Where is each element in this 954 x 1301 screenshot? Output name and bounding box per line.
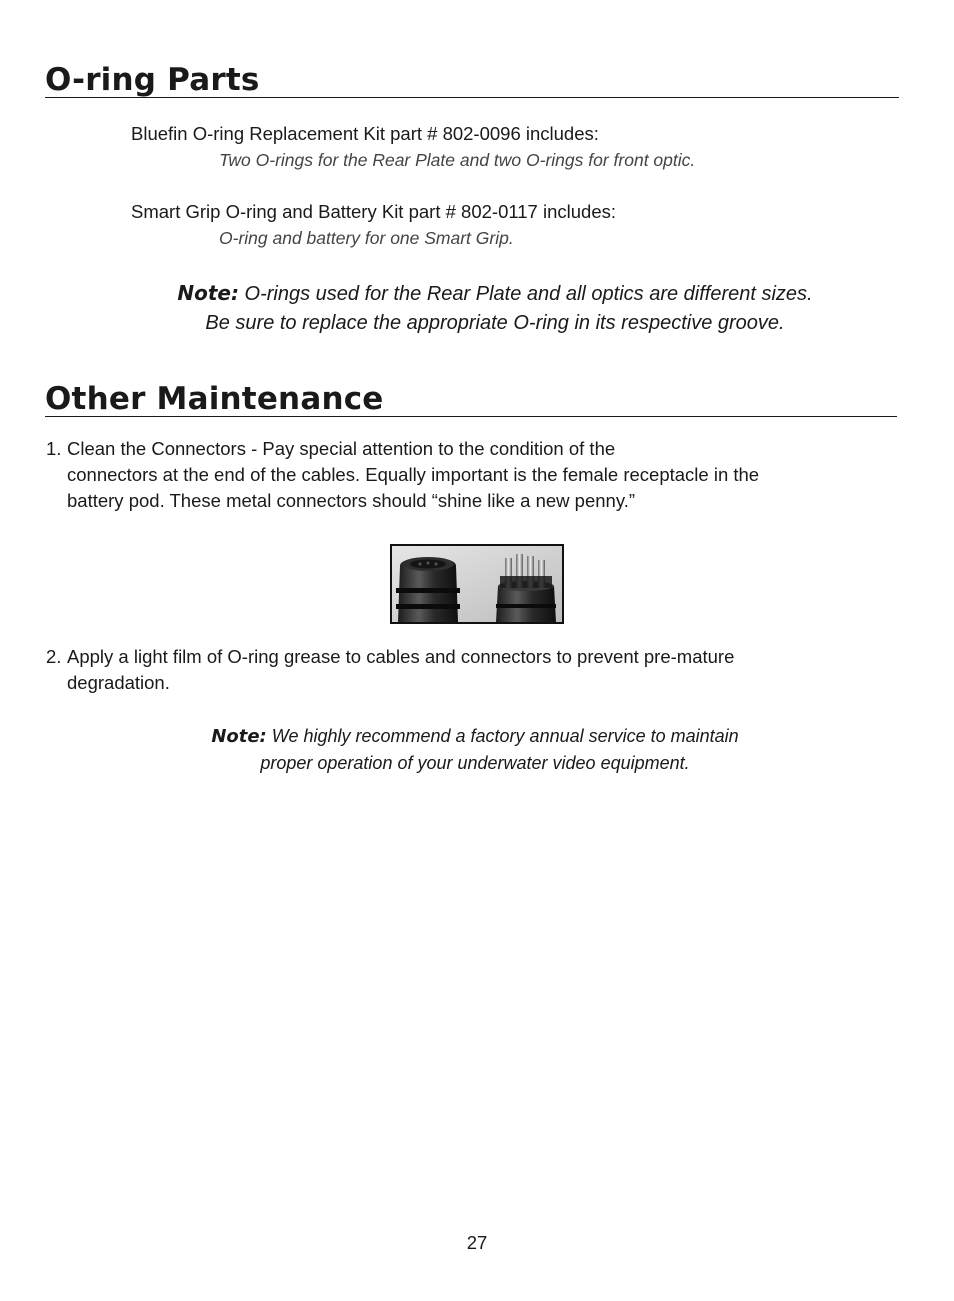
oring-note-line-2: Be sure to replace the appropriate O-ring in its respective groove. (205, 312, 785, 334)
other-maintenance-rule (45, 416, 897, 417)
female-receptacle-image (396, 557, 460, 622)
step-1-line-1: Clean the Connectors - Pay special attention to the condition of the (67, 438, 616, 459)
kit-0096-title: Bluefin O-ring Replacement Kit part # 802-0096 includes: (131, 123, 599, 144)
step-1-line-3: battery pod. These metal connectors should “shine like a new penny.” (67, 490, 635, 511)
kit-0117-description: O-ring and battery for one Smart Grip. (219, 228, 514, 248)
oring-parts-heading: O-ring Parts (45, 62, 260, 98)
oring-note (100, 279, 890, 338)
step-1-number: 1. (46, 438, 62, 459)
service-note-line-2: proper operation of your underwater video equipment. (260, 753, 690, 773)
connectors-photo (390, 544, 564, 624)
step-2-line-1: Apply a light film of O-ring grease to cables and connectors to prevent pre-mature (67, 646, 735, 667)
oring-note-label: Note: (177, 281, 239, 305)
oring-note-line-1: O-rings used for the Rear Plate and all optics are different sizes. (244, 283, 813, 305)
oring-parts-rule (45, 97, 899, 98)
service-note-label: Note: (211, 726, 267, 747)
service-note (150, 723, 800, 776)
service-note-line-1: We highly recommend a factory annual service to maintain (271, 726, 739, 746)
page-number: 27 (466, 1232, 488, 1253)
step-1-line-2: connectors at the end of the cables. Equally important is the female receptacle in the (67, 464, 760, 485)
step-2-number: 2. (46, 646, 62, 667)
kit-0117-title: Smart Grip O-ring and Battery Kit part # 802-0117 includes: (131, 201, 617, 222)
other-maintenance-heading: Other Maintenance (45, 381, 384, 417)
kit-0096-description: Two O-rings for the Rear Plate and two O-rings for front optic. (219, 150, 696, 170)
step-2-line-2: degradation. (67, 672, 170, 693)
